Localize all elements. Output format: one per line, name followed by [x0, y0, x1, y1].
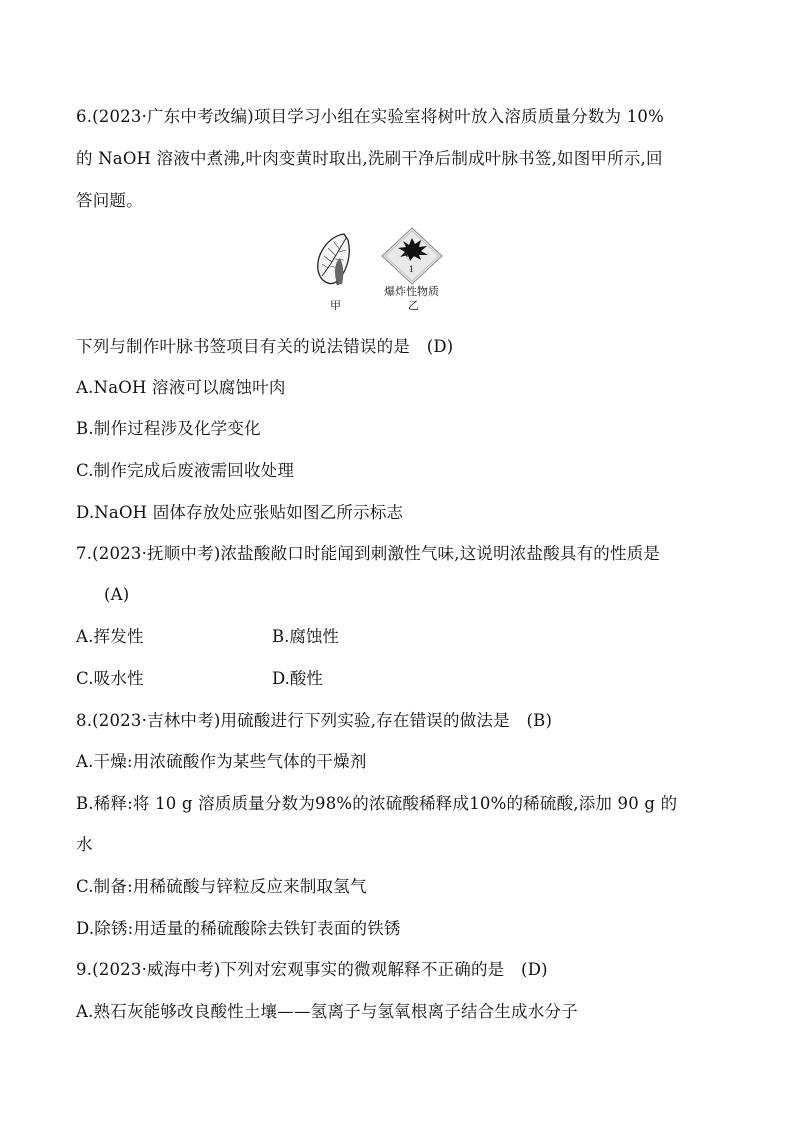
q6-line-2: 的 NaOH 溶液中煮沸,叶肉变黄时取出,洗刷干净后制成叶脉书签,如图甲所示,回 [76, 149, 663, 168]
q6-option-a: A.NaOH 溶液可以腐蚀叶肉 [76, 378, 286, 397]
q6-stem: 下列与制作叶脉书签项目有关的说法错误的是 (D) [76, 337, 454, 356]
q6-line-1: 6.(2023·广东中考改编)项目学习小组在实验室将树叶放入溶质质量分数为 10% [76, 107, 664, 126]
label-b: 乙 [408, 299, 419, 312]
q7-line-1: 7.(2023·抚顺中考)浓盐酸敞口时能闻到刺激性气味,这说明浓盐酸具有的性质是 [76, 544, 661, 563]
leaf-vein-bookmark-icon [318, 234, 349, 285]
label-a: 甲 [330, 299, 341, 312]
q8-option-b-cont: 水 [76, 835, 93, 854]
figure-svg [300, 226, 460, 316]
q6-option-d: D.NaOH 固体存放处应张贴如图乙所示标志 [76, 503, 404, 522]
q6-option-b: B.制作过程涉及化学变化 [76, 419, 261, 438]
q8-line-1: 8.(2023·吉林中考)用硫酸进行下列实验,存在错误的做法是 (B) [76, 711, 553, 730]
q7-option-b: B.腐蚀性 [272, 627, 339, 646]
q7-option-c: C.吸水性 [76, 669, 144, 688]
q6-line-3: 答问题。 [76, 191, 143, 210]
q8-option-c: C.制备:用稀硫酸与锌粒反应来制取氢气 [76, 877, 367, 896]
q7-option-d: D.酸性 [272, 669, 323, 688]
q8-option-d: D.除锈:用适量的稀硫酸除去铁钉表面的铁锈 [76, 919, 401, 938]
q8-option-b: B.稀释:将 10 g 溶质质量分数为98%的浓硫酸稀释成10%的稀硫酸,添加 90 g 的 [76, 794, 678, 813]
q7-option-a: A.挥发性 [76, 627, 144, 646]
q6-figure [300, 226, 460, 316]
q8-option-a: A.干燥:用浓硫酸作为某些气体的干燥剂 [76, 752, 367, 771]
q6-option-c: C.制作完成后废液需回收处理 [76, 461, 295, 480]
sign-number: 1 [409, 265, 415, 274]
q9-line-1: 9.(2023·威海中考)下列对宏观事实的微观解释不正确的是 (D) [76, 960, 548, 979]
q9-option-a: A.熟石灰能够改良酸性土壤——氢离子与氢氧根离子结合生成水分子 [76, 1002, 578, 1021]
sign-caption: 爆炸性物质 [384, 285, 439, 298]
q7-answer: (A) [104, 585, 130, 604]
